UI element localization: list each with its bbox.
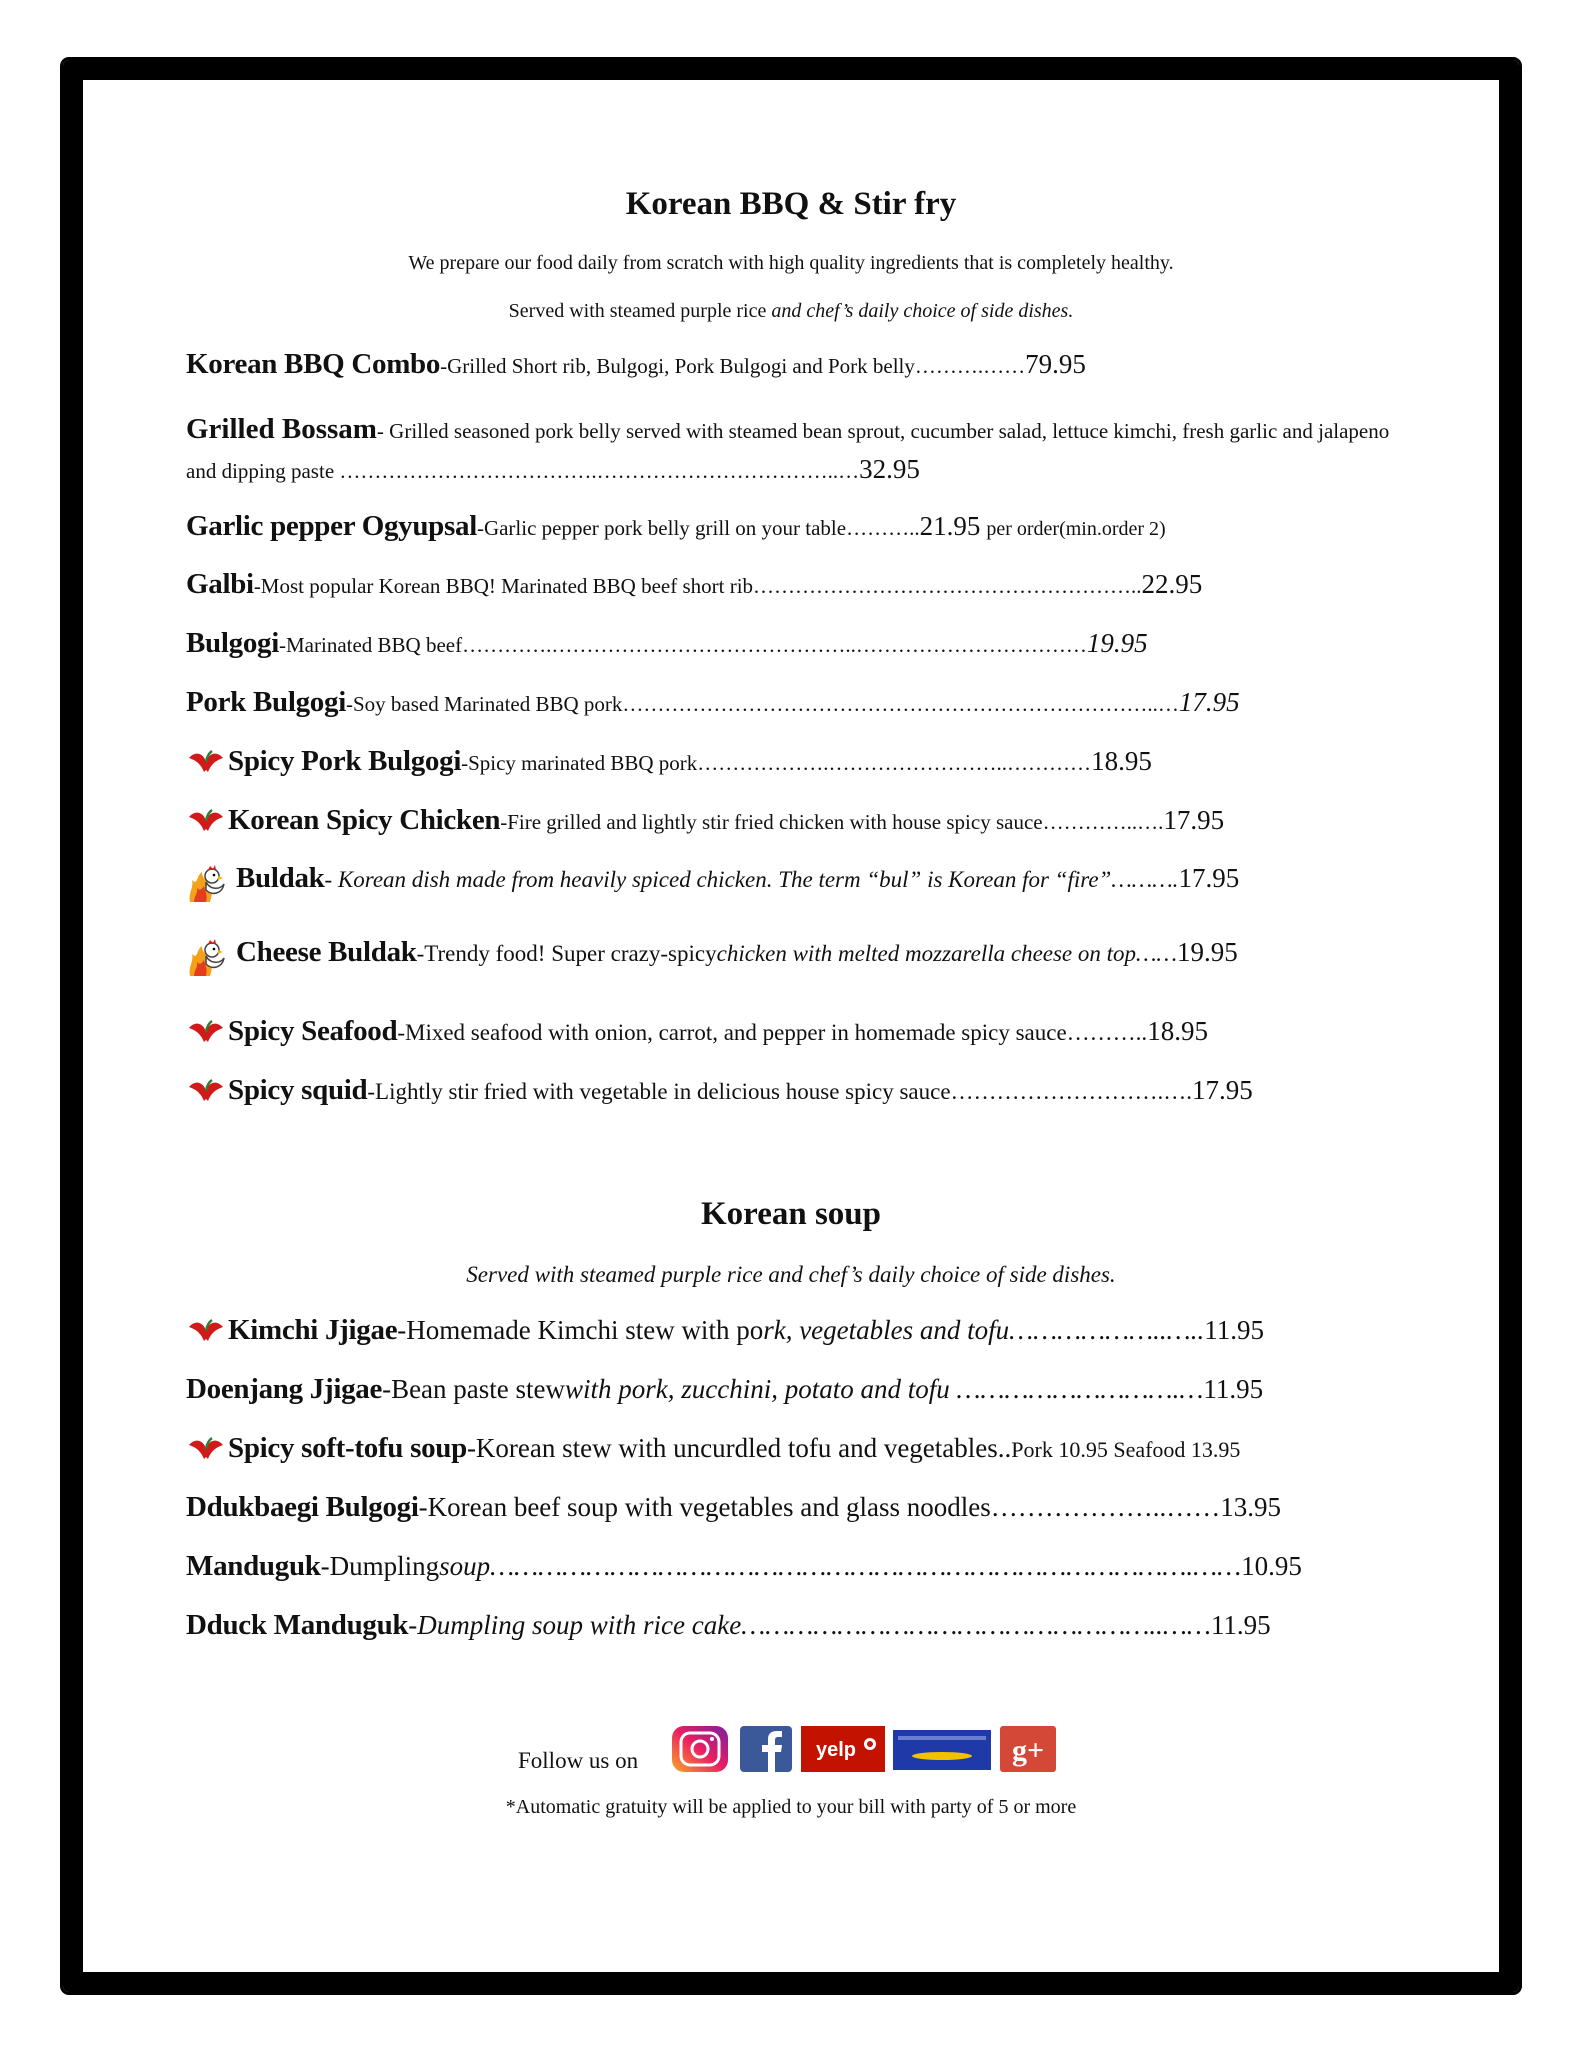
menu-item-ddukbaegi-bulgogi: Ddukbaegi Bulgogi -Korean beef soup with vegetables and glass noodles………………..…… 13.95 [186, 1491, 1281, 1523]
fire-chicken-icon [186, 936, 230, 980]
soup-note-served: Served with steamed purple rice and chef’s daily choice of side dishes. [466, 1262, 1116, 1287]
soup-section-title: Korean soup [700, 1196, 882, 1232]
facebook-icon[interactable] [738, 1724, 794, 1774]
social-follow-row [186, 1724, 1396, 1784]
menu-item-spicy-seafood: Spicy Seafood -Mixed seafood with onion, carrot, and pepper in homemade spicy sauce……….. 18.95 [186, 1015, 1208, 1048]
bbq-note-quality: We prepare our food daily from scratch with high quality ingredients that is completely healthy. [408, 252, 1174, 274]
menu-item-korean-spicy-chicken: Korean Spicy Chicken -Fire grilled and lightly stir fried chicken with house spicy sauce…………..…. 17.95 [186, 804, 1224, 837]
spicy-pepper-icon [186, 1077, 226, 1105]
menu-item-korean-bbq-combo: Korean BBQ Combo -Grilled Short rib, Bulgogi, Pork Bulgogi and Pork belly……….…… 79.95 [186, 348, 1086, 380]
menu-item-kimchi-jjigae: Kimchi Jjigae -Homemade Kimchi stew with po rk, vegetables and tofu………………..….. 11.95 [186, 1314, 1264, 1347]
menu-item-spicy-squid: Spicy squid -Lightly stir fried with vegetable in delicious house spicy sauce……………………….…. 17.95 [186, 1074, 1253, 1107]
menu-item-spicy-pork-bulgogi: Spicy Pork Bulgogi -Spicy marinated BBQ pork……………….……………………..………… 18.95 [186, 745, 1152, 778]
spicy-pepper-icon [186, 807, 226, 835]
menu-item-galbi: Galbi -Most popular Korean BBQ! Marinated BBQ beef short rib……………………………………………….. 22.95 [186, 568, 1203, 600]
yelp-icon[interactable] [800, 1724, 886, 1774]
menu-item-grilled-bossam: Grilled Bossam- Grilled seasoned pork belly served with steamed bean sprout, cucumber salad, lettuce kimchi, fresh garlic and jalapeno and dipping paste ……………………………….……………………………..…32.95 [186, 413, 1390, 484]
google-plus-label: g+ [1011, 1734, 1045, 1767]
fire-chicken-icon [186, 862, 230, 906]
spicy-pepper-icon [186, 1435, 226, 1463]
menu-item-manduguk: Manduguk -Dumpling soup…………………………………………………………………………….…… 10.95 [186, 1550, 1302, 1582]
menu-item-pork-bulgogi: Pork Bulgogi -Soy based Marinated BBQ pork…………………………………………………………………..… 17.95 [186, 686, 1240, 718]
menu-item-garlic-pepper-ogyupsal: Garlic pepper Ogyupsal -Garlic pepper pork belly grill on your table……….. 21.95 per order(min.order 2) [186, 510, 1166, 542]
menu-item-bulgogi: Bulgogi -Marinated BBQ beef………….……………………………………..…………………………… 19.95 [186, 627, 1148, 659]
menu-item-doenjang-jjigae: Doenjang Jjigae -Bean paste stew with pork, zucchini, potato and tofu ……………………….… 11.95 [186, 1373, 1264, 1405]
yelp-label: yelp [815, 1739, 857, 1761]
gratuity-note: *Automatic gratuity will be applied to your bill with party of 5 or more [505, 1796, 1077, 1818]
bbq-section-title: Korean BBQ & Stir fry [625, 186, 957, 222]
follow-label: Follow us on [518, 1748, 639, 1773]
tripadvisor-icon[interactable] [892, 1724, 992, 1774]
instagram-icon[interactable] [668, 1724, 732, 1774]
spicy-pepper-icon [186, 748, 226, 776]
bbq-note-served: Served with steamed purple rice and chef’s daily choice of side dishes. [508, 300, 1074, 322]
spicy-pepper-icon [186, 1018, 226, 1046]
menu-item-spicy-soft-tofu-soup: Spicy soft-tofu soup -Korean stew with uncurdled tofu and vegetables.. Pork 10.95 Seafood 13.95 [186, 1432, 1240, 1465]
menu-item-dduck-manduguk: Dduck Manduguk -Dumpling soup with rice cake……………………………………………..…… 11.95 [186, 1609, 1271, 1641]
menu-item-cheese-buldak: Cheese Buldak -Trendy food! Super crazy-spicy chicken with melted mozzarella cheese on top…… 19.95 [186, 936, 1238, 980]
spicy-pepper-icon [186, 1317, 226, 1345]
menu-item-buldak: Buldak - Korean dish made from heavily spiced chicken. The term “bul” is Korean for “fire”………. 17.95 [186, 862, 1239, 906]
google-plus-icon[interactable] [998, 1724, 1058, 1774]
